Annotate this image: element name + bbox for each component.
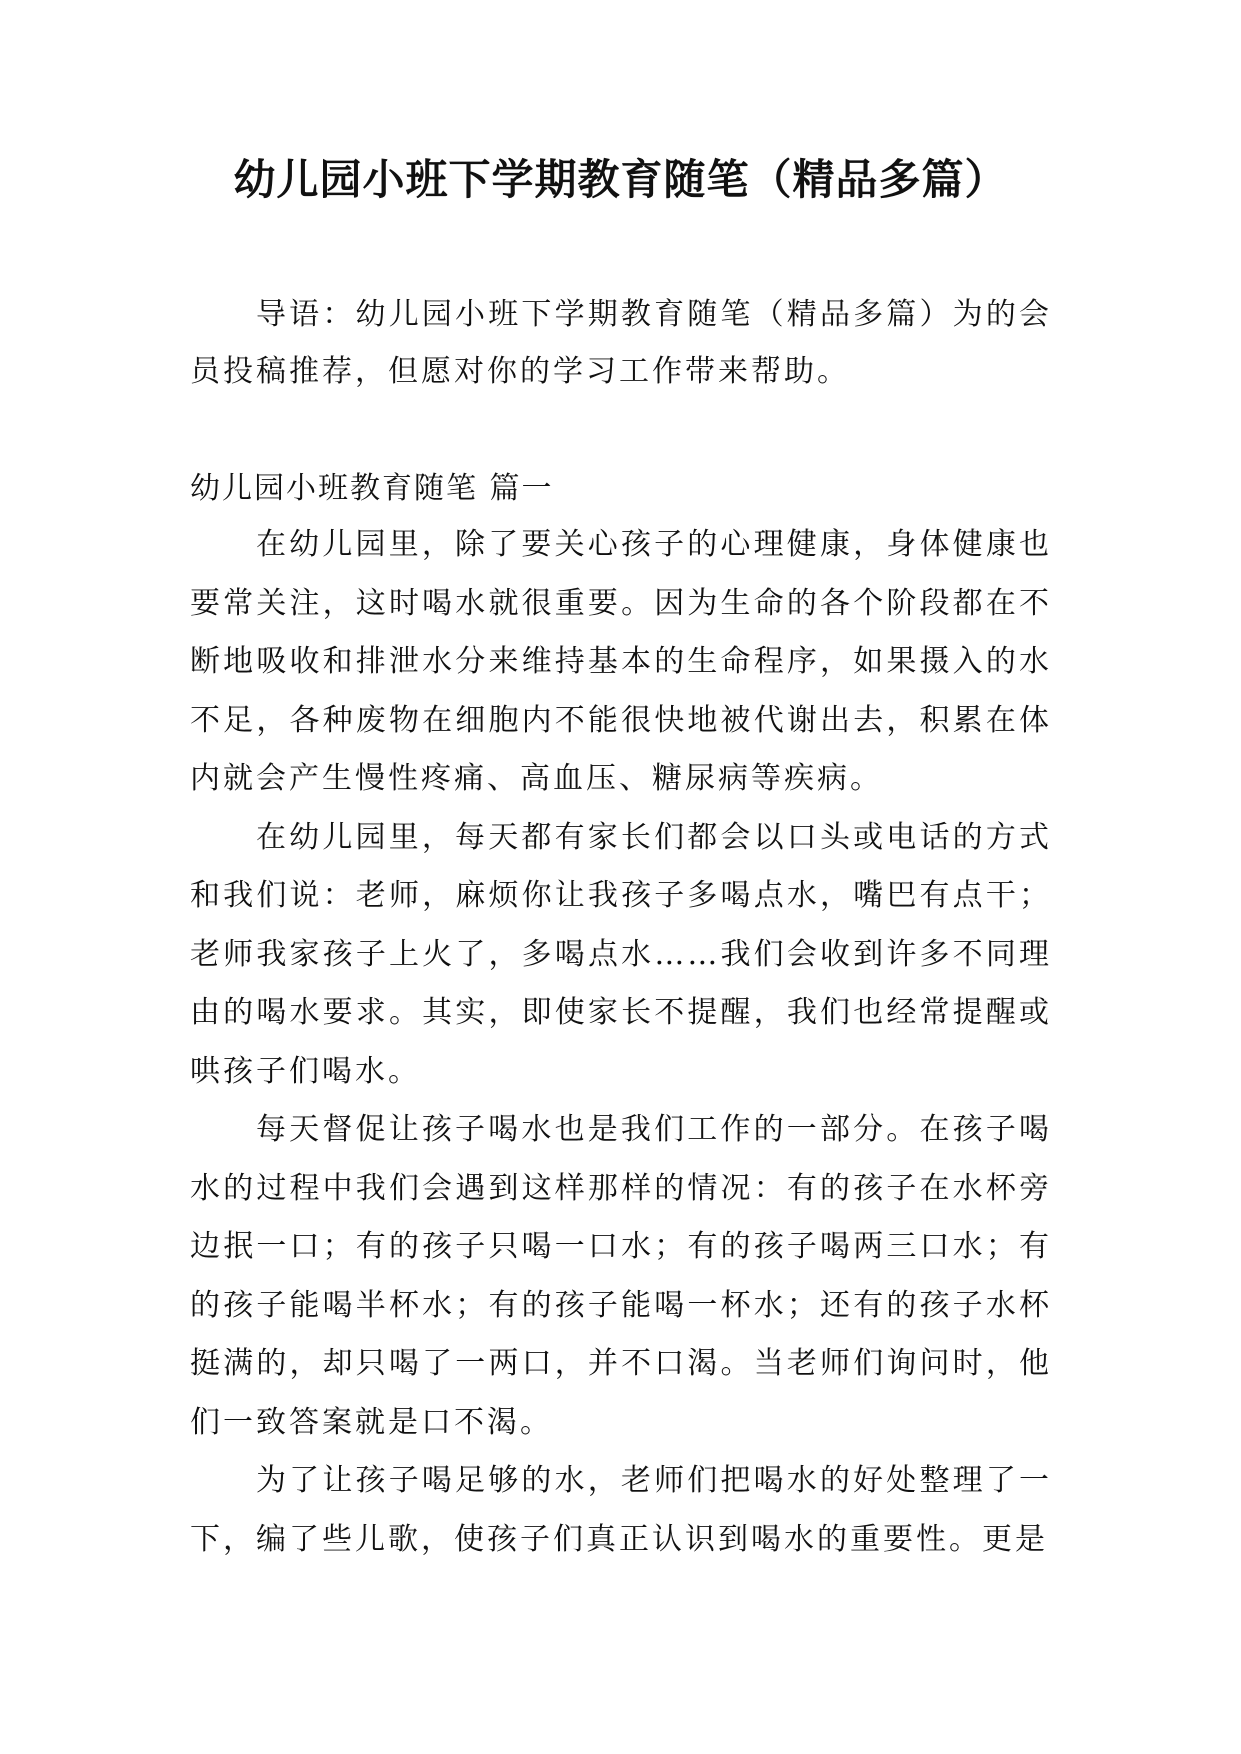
body-paragraph: 在幼儿园里，每天都有家长们都会以口头或电话的方式和我们说：老师，麻烦你让我孩子多喝点水，嘴巴有点干；老师我家孩子上火了，多喝点水……我们会收到许多不同理由的喝水要求。其实，即使家长不提醒，我们也经常提醒或哄孩子们喝水。	[190, 819, 1052, 1089]
intro-paragraph: 导语：幼儿园小班下学期教育随笔（精品多篇）为的会员投稿推荐，但愿对你的学习工作带来帮助。	[190, 297, 1052, 389]
document-title: 幼儿园小班下学期教育随笔（精品多篇）	[233, 155, 1008, 204]
body-paragraph: 每天督促让孩子喝水也是我们工作的一部分。在孩子喝水的过程中我们会遇到这样那样的情况：有的孩子在水杯旁边抿一口；有的孩子只喝一口水；有的孩子喝两三口水；有的孩子能喝半杯水；有的孩子能喝一杯水；还有的孩子水杯挺满的，却只喝了一两口，并不口渴。当老师们询问时，他们一致答案就是口不渴。	[190, 1112, 1052, 1440]
body-paragraph: 在幼儿园里，除了要关心孩子的心理健康，身体健康也要常关注，这时喝水就很重要。因为生命的各个阶段都在不断地吸收和排泄水分来维持基本的生命程序，如果摄入的水不足，各种废物在细胞内不能很快地被代谢出去，积累在体内就会产生慢性疼痛、高血压、糖尿病等疾病。	[190, 527, 1052, 796]
body-paragraph: 为了让孩子喝足够的水，老师们把喝水的好处整理了一下，编了些儿歌，使孩子们真正认识到喝水的重要性。更是	[190, 1463, 1052, 1557]
section-body	[190, 516, 1052, 1569]
section-heading: 幼儿园小班教育随笔 篇一	[190, 471, 554, 506]
